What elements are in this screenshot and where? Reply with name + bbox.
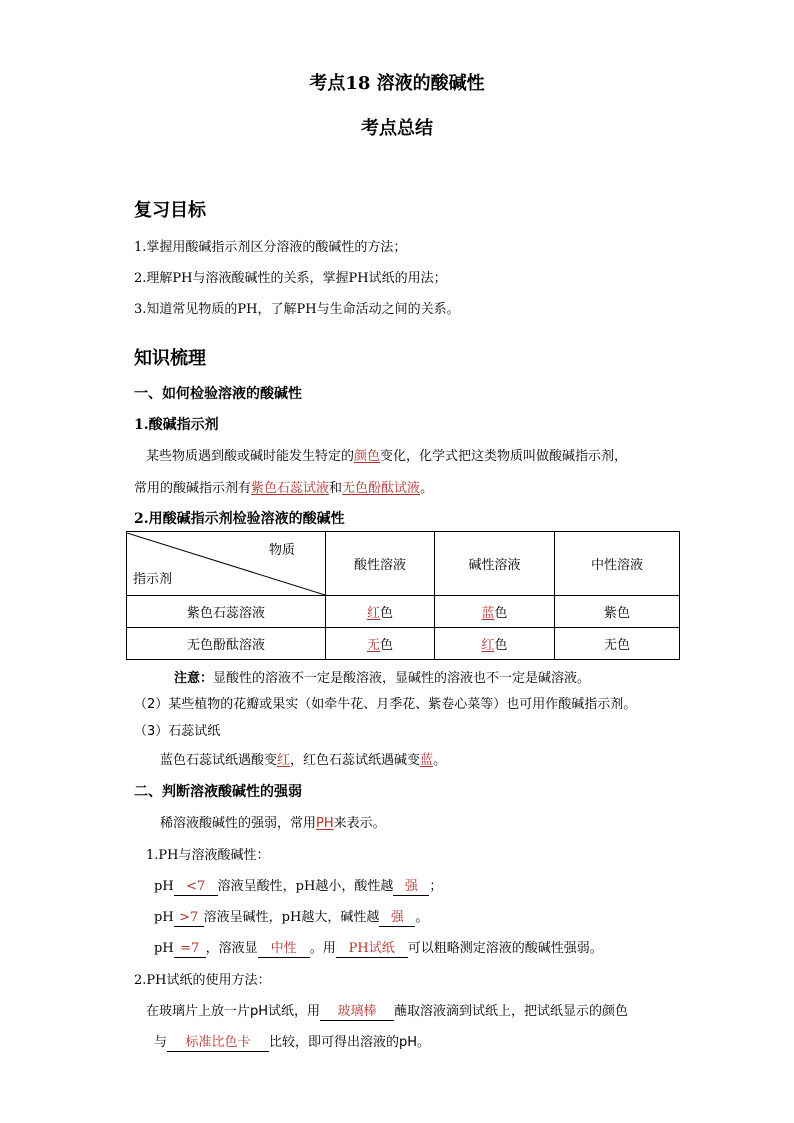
point-3: （3）石蕊试纸 (134, 724, 221, 739)
answer-blank: <7 (174, 879, 218, 896)
section-1-2-heading: 2.用酸碱指示剂检验溶液的酸碱性 (134, 511, 345, 527)
note-label: 注意： (174, 671, 214, 686)
ph-line-base: pH >7 溶液呈碱性，pH越大，碱性越 强 。 (154, 910, 429, 925)
review-heading: 复习目标 (134, 200, 206, 221)
answer-fill: 颜色 (354, 449, 381, 464)
answer-blank: 标准比色卡 (167, 1035, 269, 1052)
answer-blank: PH试纸 (336, 941, 408, 958)
section-2-1-heading: 1.PH与溶液酸碱性： (146, 848, 270, 863)
point-2: （2）某些植物的花瓣或果实（如牵牛花、月季花、紫卷心菜等）也可用作酸碱指示剂。 (134, 697, 637, 712)
answer-fill: 无色酚酞试液 (342, 481, 421, 496)
answer-fill: PH (316, 816, 334, 831)
corner-label-bottom: 指示剂 (133, 571, 173, 587)
section-2-2-heading: 2.PH试纸的使用方法： (134, 973, 271, 988)
table-header-cell: 中性溶液 (555, 532, 680, 596)
knowledge-heading: 知识梳理 (134, 348, 206, 369)
table-cell: 蓝色 (435, 596, 555, 628)
answer-blank: 玻璃棒 (320, 1004, 394, 1021)
table-cell: 无色 (326, 628, 435, 660)
row-label: 无色酚酞溶液 (127, 628, 326, 660)
review-item: 3.知道常见物质的PH，了解PH与生命活动之间的关系。 (134, 302, 460, 317)
ph-paper-usage-line2: 与 标准比色卡 比较，即可得出溶液的pH。 (154, 1035, 431, 1050)
ph-line-neutral: pH =7 ，溶液显 中性 。用 PH试纸 可以粗略测定溶液的酸碱性强弱。 (154, 941, 603, 956)
page-title: 考点18 溶液的酸碱性 (309, 73, 485, 94)
note-line: 注意：显酸性的溶液不一定是酸溶液，显碱性的溶液也不一定是碱溶液。 (174, 671, 591, 686)
litmus-paper-line: 蓝色石蕊试纸遇酸变红，红色石蕊试纸遇碱变蓝。 (160, 753, 447, 768)
table-cell: 红色 (435, 628, 555, 660)
page-subtitle: 考点总结 (361, 118, 433, 139)
section-2-heading: 二、判断溶液酸碱性的强弱 (134, 784, 302, 800)
table-cell: 红色 (326, 596, 435, 628)
section-1-heading: 一、如何检验溶液的酸碱性 (134, 386, 302, 402)
answer-fill: 红 (277, 753, 291, 768)
answer-blank: >7 (174, 910, 204, 927)
ph-paper-usage-line1: 在玻璃片上放一片pH试纸，用 玻璃棒 蘸取溶液滴到试纸上，把试纸显示的颜色 (146, 1004, 629, 1019)
table-row (127, 628, 680, 660)
answer-fill: 蓝 (420, 753, 434, 768)
ph-line-acid: pH <7 溶液呈酸性，pH越小，酸性越 强 ； (154, 879, 443, 894)
answer-blank: 强 (379, 910, 415, 927)
review-item: 1.掌握用酸碱指示剂区分溶液的酸碱性的方法； (134, 240, 407, 255)
answer-blank: =7 (174, 941, 206, 958)
corner-label-top: 物质 (268, 542, 295, 558)
section-1-1-heading: 1.酸碱指示剂 (134, 417, 219, 433)
review-item: 2.理解PH与溶液酸碱性的关系，掌握PH试纸的用法； (134, 271, 447, 286)
table-header-cell: 碱性溶液 (435, 532, 555, 596)
answer-blank: 中性 (258, 941, 310, 958)
table-row (127, 596, 680, 628)
table-corner-cell (127, 532, 326, 596)
answer-blank: 强 (393, 879, 429, 896)
answer-fill: 紫色石蕊试液 (251, 481, 330, 496)
indicator-paragraph-line1: 某些物质遇到酸或碱时能发生特定的颜色变化，化学式把这类物质叫做酸碱指示剂， (146, 449, 628, 464)
table-header-cell: 酸性溶液 (326, 532, 435, 596)
table-cell: 无色 (555, 628, 680, 660)
indicator-paragraph-line2: 常用的酸碱指示剂有紫色石蕊试液和无色酚酞试液。 (134, 481, 434, 496)
row-label: 紫色石蕊溶液 (127, 596, 326, 628)
indicator-table (126, 531, 680, 660)
table-cell: 紫色 (555, 596, 680, 628)
section-2-intro: 稀溶液酸碱性的强弱，常用PH来表示。 (160, 816, 386, 831)
